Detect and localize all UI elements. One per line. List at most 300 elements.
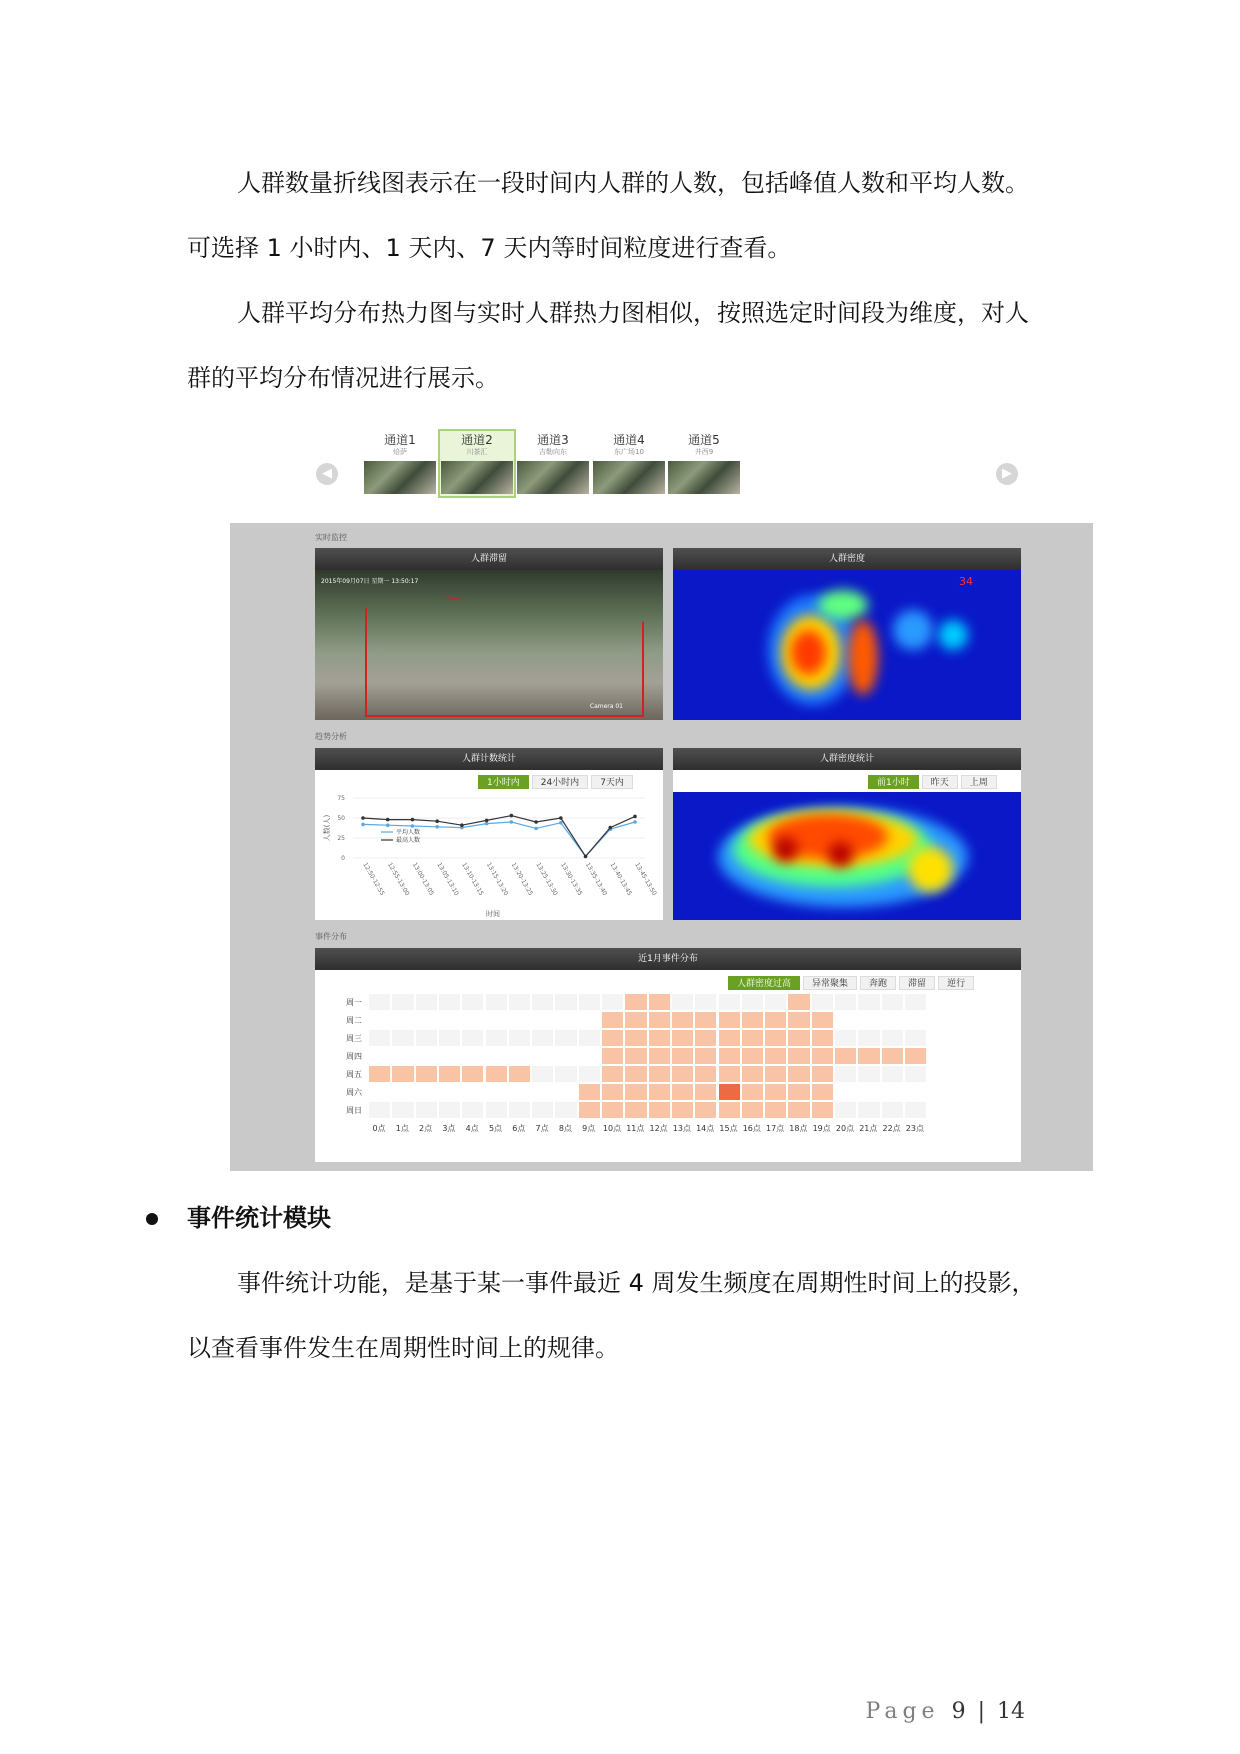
heatmap-cell xyxy=(904,1047,927,1065)
heatmap-cell xyxy=(531,1065,554,1083)
heatmap-cell xyxy=(648,993,671,1011)
heatmap-cell xyxy=(624,1011,647,1029)
x-axis-label: 时间 xyxy=(486,910,500,918)
heatmap-cell xyxy=(834,1011,857,1029)
heatmap-cell xyxy=(624,1047,647,1065)
heatmap-cell xyxy=(764,1065,787,1083)
density-tab-bar xyxy=(868,775,997,789)
heatmap-cell xyxy=(578,1083,601,1101)
x-tick-label: 13:05-13:10 xyxy=(435,861,460,897)
data-point xyxy=(584,855,588,859)
heatmap-cell xyxy=(718,1011,741,1029)
channel-name: 通道3 xyxy=(537,433,569,447)
channel-thumbnail xyxy=(668,461,740,494)
heatmap-cell xyxy=(671,1065,694,1083)
heatmap-cell xyxy=(368,993,391,1011)
day-label: 周一 xyxy=(346,998,362,1007)
hour-label: 16点 xyxy=(742,1124,761,1133)
paragraph-line: 事件统计功能，是基于某一事件最近 4 周发生频度在周期性时间上的投影， xyxy=(237,1269,1036,1297)
heatmap-cell xyxy=(554,1065,577,1083)
heatmap-cell xyxy=(578,1047,601,1065)
x-tick-label: 13:35-13:40 xyxy=(583,861,609,897)
heatmap-cell xyxy=(578,1065,601,1083)
x-tick-label: 13:45-13:50 xyxy=(633,861,658,897)
x-tick-label: 13:25-13:30 xyxy=(534,861,559,897)
heatmap-cell xyxy=(764,1047,787,1065)
hour-label: 19点 xyxy=(812,1124,831,1133)
heatmap-cell xyxy=(415,1029,438,1047)
heatmap-cell xyxy=(718,1047,741,1065)
heatmap-cell xyxy=(648,1065,671,1083)
camera-timestamp: 2015年09月07日 星期一 13:50:17 xyxy=(321,578,419,585)
heatmap-cell xyxy=(811,1047,834,1065)
tab-24-hours[interactable]: 24小时内 xyxy=(532,775,588,789)
heatmap-cell xyxy=(601,1083,624,1101)
data-point xyxy=(510,814,514,818)
heatmap-cell xyxy=(461,1047,484,1065)
heatmap-cell xyxy=(508,1047,531,1065)
heatmap-cell xyxy=(857,993,880,1011)
heatmap-cell xyxy=(881,1047,904,1065)
section-label: 事件分布 xyxy=(315,932,347,941)
x-tick-label: 13:20-13:25 xyxy=(509,861,535,897)
day-label: 周二 xyxy=(346,1016,362,1025)
heatmap-cell xyxy=(461,1083,484,1101)
heatmap-cell xyxy=(601,1011,624,1029)
hour-label: 1点 xyxy=(395,1124,409,1133)
heatmap-cell xyxy=(578,993,601,1011)
hour-label: 2点 xyxy=(419,1124,433,1133)
data-point xyxy=(510,820,514,824)
heatmap-cell xyxy=(881,1065,904,1083)
hour-label: 7点 xyxy=(535,1124,549,1133)
heatmap-cell xyxy=(834,1083,857,1101)
heatmap-cell xyxy=(787,1029,810,1047)
heatmap-cell xyxy=(834,993,857,1011)
heatmap-cell xyxy=(904,1011,927,1029)
channel-thumbnail xyxy=(517,461,589,494)
heatmap-cell xyxy=(671,1011,694,1029)
count-line-chart xyxy=(315,792,663,920)
day-label: 周四 xyxy=(346,1052,362,1061)
heatmap-cell xyxy=(741,1047,764,1065)
tab-1-hour[interactable]: 1小时内 xyxy=(478,775,529,789)
heatmap-cell xyxy=(718,1065,741,1083)
crowd-density-stats-panel xyxy=(673,748,1021,920)
heatmap-cell xyxy=(694,1101,717,1119)
heatmap-cell xyxy=(718,1083,741,1101)
x-tick-label: 13:00-13:05 xyxy=(410,861,436,897)
heatmap-cell xyxy=(554,1101,577,1119)
y-axis-label: 人数(人) xyxy=(323,814,331,842)
heatmap-cell xyxy=(741,1101,764,1119)
day-label: 周五 xyxy=(346,1070,362,1079)
heatmap-cell xyxy=(834,1101,857,1119)
heatmap-cell xyxy=(881,1101,904,1119)
hour-label: 15点 xyxy=(719,1124,738,1133)
heatmap-cell xyxy=(764,1083,787,1101)
heatmap-cell xyxy=(764,1011,787,1029)
hour-label: 3点 xyxy=(442,1124,456,1133)
paragraph-line: 人群平均分布热力图与实时人群热力图相似，按照选定时间段为维度，对人 xyxy=(237,299,1029,327)
panel-title: 近1月事件分布 xyxy=(315,948,1021,970)
hour-label: 21点 xyxy=(859,1124,878,1133)
channel-name: 通道4 xyxy=(613,433,645,447)
hour-label: 0点 xyxy=(372,1124,386,1133)
channel-selector xyxy=(316,433,1026,513)
y-tick-label: 50 xyxy=(337,815,345,822)
heatmap-cell xyxy=(718,1029,741,1047)
heatmap-cell xyxy=(648,1101,671,1119)
data-point xyxy=(559,816,563,820)
page-word: Page xyxy=(865,1699,940,1724)
heatmap-cell xyxy=(438,993,461,1011)
heatmap-cell xyxy=(415,1101,438,1119)
heatmap-cell xyxy=(648,1083,671,1101)
heatmap-cell xyxy=(881,1011,904,1029)
heatmap-cell xyxy=(857,1083,880,1101)
section-label: 实时监控 xyxy=(315,533,347,542)
average-density-heatmap xyxy=(673,792,1021,920)
heatmap-cell xyxy=(671,993,694,1011)
heatmap-cell xyxy=(624,1101,647,1119)
heatmap-cell xyxy=(578,1101,601,1119)
channel-sub: 东广场10 xyxy=(614,448,644,456)
heatmap-cell xyxy=(438,1083,461,1101)
heatmap-cell xyxy=(857,1029,880,1047)
data-point xyxy=(435,819,439,823)
heatmap-cell xyxy=(787,1101,810,1119)
data-point xyxy=(361,816,365,820)
heatmap-cell xyxy=(391,1083,414,1101)
data-point xyxy=(633,815,637,819)
heatmap-cell xyxy=(438,1047,461,1065)
heatmap-cell xyxy=(624,1029,647,1047)
channel-thumbnail xyxy=(441,461,513,494)
heatmap-cell xyxy=(811,1065,834,1083)
crowd-density-panel xyxy=(673,548,1021,720)
heatmap-cell xyxy=(531,1101,554,1119)
heatmap-cell xyxy=(415,1047,438,1065)
event-distribution-panel xyxy=(315,948,1021,1162)
heatmap-cell xyxy=(508,1083,531,1101)
paragraph-line: 人群数量折线图表示在一段时间内人群的人数，包括峰值人数和平均人数。 xyxy=(237,169,1029,197)
y-tick-label: 25 xyxy=(337,835,345,842)
data-point xyxy=(386,823,390,827)
day-label: 周六 xyxy=(346,1088,362,1097)
channel-item[interactable] xyxy=(363,433,437,494)
heatmap-cell xyxy=(857,1101,880,1119)
heatmap-cell xyxy=(531,1011,554,1029)
heatmap-cell xyxy=(764,1101,787,1119)
day-label: 周三 xyxy=(346,1034,362,1043)
heatmap-cell xyxy=(881,993,904,1011)
crowd-stay-panel xyxy=(315,548,663,720)
channel-item-selected[interactable] xyxy=(438,429,516,498)
tab-previous-hour[interactable]: 前1小时 xyxy=(868,775,919,789)
hour-label: 6点 xyxy=(512,1124,526,1133)
heatmap-cell xyxy=(764,993,787,1011)
heatmap-cell xyxy=(624,1083,647,1101)
heatmap-cell xyxy=(881,1029,904,1047)
heatmap-cell xyxy=(787,1011,810,1029)
heatmap-cell xyxy=(391,1047,414,1065)
data-point xyxy=(411,818,415,822)
density-heatmap xyxy=(673,570,1021,720)
channel-thumbnail xyxy=(364,461,436,494)
channel-sub: 吉勒向东 xyxy=(539,448,567,456)
data-point xyxy=(559,821,563,825)
heatmap-cell xyxy=(601,1029,624,1047)
hour-label: 4点 xyxy=(465,1124,479,1133)
tab-running[interactable]: 奔跑 xyxy=(860,976,896,990)
heatmap-cell xyxy=(438,1011,461,1029)
hour-label: 8点 xyxy=(558,1124,572,1133)
heatmap-cell xyxy=(531,1047,554,1065)
heatmap-cell xyxy=(904,1083,927,1101)
heatmap-cell xyxy=(648,1029,671,1047)
data-point xyxy=(485,819,489,823)
paragraph-line: 群的平均分布情况进行展示。 xyxy=(187,364,499,392)
heatmap-cell xyxy=(787,993,810,1011)
heatmap-cell xyxy=(834,1029,857,1047)
hour-label: 18点 xyxy=(789,1124,808,1133)
hour-label: 17点 xyxy=(766,1124,785,1133)
page-separator: | xyxy=(977,1699,985,1724)
channel-item[interactable] xyxy=(592,433,666,494)
detection-zone xyxy=(365,598,644,717)
heatmap-cell xyxy=(648,1011,671,1029)
heatmap-cell xyxy=(485,1101,508,1119)
data-point xyxy=(534,820,538,824)
channel-name: 通道1 xyxy=(384,433,416,447)
heatmap-cell xyxy=(671,1101,694,1119)
heatmap-cell xyxy=(554,1083,577,1101)
tab-7-days[interactable]: 7天内 xyxy=(591,775,633,789)
legend-label: 最高人数 xyxy=(396,837,421,844)
heatmap-cell xyxy=(671,1029,694,1047)
heatmap-cell xyxy=(787,1083,810,1101)
data-point xyxy=(485,822,489,826)
heatmap-cell xyxy=(554,1029,577,1047)
page-total: 14 xyxy=(997,1699,1025,1724)
page-footer xyxy=(866,1699,1025,1724)
channel-sub: 焙萨 xyxy=(393,448,407,456)
heatmap-cell xyxy=(648,1047,671,1065)
heatmap-cell xyxy=(601,1065,624,1083)
heatmap-cell xyxy=(391,993,414,1011)
heatmap-cell xyxy=(811,1029,834,1047)
heatmap-cell xyxy=(368,1065,391,1083)
heatmap-cell xyxy=(578,1029,601,1047)
heatmap-cell xyxy=(415,993,438,1011)
data-point xyxy=(361,823,365,827)
camera-feed xyxy=(315,570,663,720)
x-tick-label: 13:10-13:15 xyxy=(460,861,485,897)
heatmap-cell xyxy=(368,1029,391,1047)
hour-label: 10点 xyxy=(602,1124,622,1133)
heatmap-cell xyxy=(368,1101,391,1119)
heatmap-cell xyxy=(485,1065,508,1083)
heatmap-cell xyxy=(718,1101,741,1119)
heatmap-cell xyxy=(624,1065,647,1083)
heatmap-cell xyxy=(857,1011,880,1029)
heatmap-cell xyxy=(391,1029,414,1047)
data-point xyxy=(435,825,439,829)
panel-title: 人群计数统计 xyxy=(315,748,663,770)
heatmap-cell xyxy=(694,993,717,1011)
paragraph-line: 可选择 1 小时内、1 天内、7 天内等时间粒度进行查看。 xyxy=(187,234,792,262)
heatmap-cell xyxy=(811,1083,834,1101)
tab-last-week[interactable]: 上周 xyxy=(961,775,997,789)
heatmap-cell xyxy=(601,993,624,1011)
heatmap-cell xyxy=(881,1083,904,1101)
event-tab-bar xyxy=(728,976,974,990)
count-tab-bar xyxy=(478,775,633,789)
tab-reverse[interactable]: 逆行 xyxy=(938,976,974,990)
hour-label: 11点 xyxy=(626,1124,645,1133)
heatmap-cell xyxy=(531,1029,554,1047)
heatmap-cell xyxy=(531,1083,554,1101)
page-number: 9 xyxy=(951,1699,966,1724)
heatmap-cell xyxy=(461,1029,484,1047)
tab-yesterday[interactable]: 昨天 xyxy=(922,775,958,789)
section-label: 趋势分析 xyxy=(315,732,347,741)
panel-title: 人群密度统计 xyxy=(673,748,1021,770)
heatmap-cell xyxy=(485,1083,508,1101)
heatmap-cell xyxy=(834,1047,857,1065)
x-tick-label: 13:40-13:45 xyxy=(608,861,633,897)
tab-abnormal-gathering[interactable]: 异常聚集 xyxy=(803,976,857,990)
heatmap-cell xyxy=(857,1065,880,1083)
heatmap-cell xyxy=(601,1101,624,1119)
heatmap-cell xyxy=(694,1065,717,1083)
channel-item[interactable] xyxy=(516,433,590,494)
heatmap-cell xyxy=(415,1011,438,1029)
data-point xyxy=(608,826,612,830)
heatmap-cell xyxy=(694,1047,717,1065)
heatmap-cell xyxy=(741,1083,764,1101)
hour-label: 14点 xyxy=(696,1124,715,1133)
heatmap-cell xyxy=(834,1065,857,1083)
hour-label: 9点 xyxy=(582,1124,596,1133)
heatmap-cell xyxy=(391,1101,414,1119)
hour-label: 5点 xyxy=(488,1124,503,1133)
heatmap-cell xyxy=(554,1047,577,1065)
heatmap-cell xyxy=(741,1011,764,1029)
heatmap-cell xyxy=(694,1029,717,1047)
data-point xyxy=(633,820,637,824)
series-line xyxy=(363,816,635,857)
legend-label: 平均人数 xyxy=(396,829,421,836)
heatmap-cell xyxy=(741,993,764,1011)
x-tick-label: 13:30-13:35 xyxy=(559,861,584,897)
heatmap-cell xyxy=(718,993,741,1011)
tab-density-too-high[interactable]: 人群密度过高 xyxy=(728,976,800,990)
heatmap-cell xyxy=(811,1011,834,1029)
heatmap-cell xyxy=(391,1065,414,1083)
heatmap-cell xyxy=(554,1011,577,1029)
prev-arrow-icon[interactable]: ◀ xyxy=(316,463,338,485)
heatmap-cell xyxy=(904,1101,927,1119)
x-tick-label: 12:55-13:00 xyxy=(385,861,411,897)
heatmap-cell xyxy=(368,1083,391,1101)
bullet-icon xyxy=(146,1213,158,1225)
heatmap-cell xyxy=(508,993,531,1011)
channel-item[interactable] xyxy=(667,433,741,494)
y-tick-label: 75 xyxy=(337,795,345,802)
heatmap-cell xyxy=(857,1047,880,1065)
heatmap-cell xyxy=(368,1011,391,1029)
dashboard-screenshot xyxy=(230,523,1093,1171)
channel-thumbnail xyxy=(593,461,665,494)
data-point xyxy=(411,824,415,828)
heatmap-cell xyxy=(671,1083,694,1101)
heatmap-cell xyxy=(578,1011,601,1029)
heatmap-cell xyxy=(461,1065,484,1083)
heatmap-cell xyxy=(415,1083,438,1101)
heatmap-cell xyxy=(694,1011,717,1029)
hour-label: 22点 xyxy=(882,1124,901,1133)
hour-label: 13点 xyxy=(672,1124,691,1133)
channel-name: 通道5 xyxy=(688,433,720,447)
heatmap-cell xyxy=(508,1101,531,1119)
heatmap-cell xyxy=(554,993,577,1011)
channel-name: 通道2 xyxy=(461,433,493,447)
next-arrow-icon[interactable]: ▶ xyxy=(996,463,1018,485)
heatmap-cell xyxy=(671,1047,694,1065)
hour-label: 23点 xyxy=(905,1124,924,1133)
data-point xyxy=(386,818,390,822)
heatmap-cell xyxy=(485,993,508,1011)
camera-label: Camera 01 xyxy=(589,703,623,710)
heatmap-cell xyxy=(485,1029,508,1047)
heatmap-cell xyxy=(438,1029,461,1047)
day-label: 周日 xyxy=(346,1106,362,1115)
heatmap-cell xyxy=(764,1029,787,1047)
panel-title: 人群滞留 xyxy=(315,548,663,570)
heatmap-cell xyxy=(531,993,554,1011)
heatmap-cell xyxy=(485,1011,508,1029)
heatmap-cell xyxy=(391,1011,414,1029)
heatmap-cell xyxy=(415,1065,438,1083)
heatmap-cell xyxy=(508,1065,531,1083)
heatmap-cell xyxy=(461,1011,484,1029)
heatmap-cell xyxy=(811,993,834,1011)
data-point xyxy=(534,827,538,831)
tab-lingering[interactable]: 滞留 xyxy=(899,976,935,990)
heatmap-cell xyxy=(811,1101,834,1119)
crowd-count-panel xyxy=(315,748,663,920)
paragraph-line: 以查看事件发生在周期性时间上的规律。 xyxy=(187,1334,619,1362)
x-tick-label: 13:15-13:20 xyxy=(484,861,510,897)
heatmap-cell xyxy=(787,1065,810,1083)
hour-label: 20点 xyxy=(835,1124,855,1133)
channel-sub: 川茶汇 xyxy=(466,448,488,456)
y-tick-label: 0 xyxy=(341,855,345,862)
heatmap-cell xyxy=(904,993,927,1011)
data-point xyxy=(460,823,464,827)
heatmap-cell xyxy=(787,1047,810,1065)
heatmap-cell xyxy=(461,1101,484,1119)
hour-label: 12点 xyxy=(649,1124,668,1133)
heatmap-cell xyxy=(508,1029,531,1047)
heatmap-cell xyxy=(904,1029,927,1047)
panel-title: 人群密度 xyxy=(673,548,1021,570)
heatmap-cell xyxy=(741,1065,764,1083)
heatmap-cell xyxy=(438,1065,461,1083)
channel-sub: 井西9 xyxy=(694,448,714,456)
